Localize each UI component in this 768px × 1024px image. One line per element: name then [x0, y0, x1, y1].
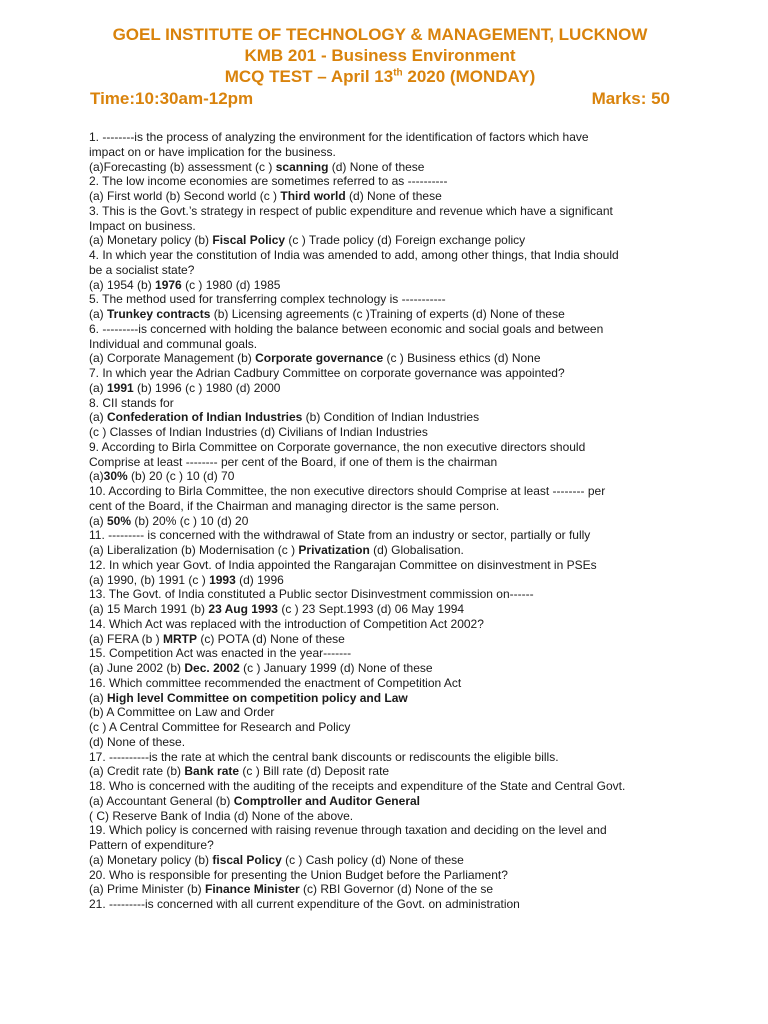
question-line [89, 322, 689, 337]
question-line [89, 750, 689, 765]
test-title-ordinal: th [393, 67, 403, 79]
line-text: (a) June 2002 (b) [89, 661, 185, 675]
line-text: cent of the Board, if the Chairman and managing director is the same person. [89, 498, 500, 513]
line-text: (a) [89, 307, 107, 321]
line-text: (c ) Bill rate (d) Deposit rate [239, 764, 390, 779]
line-text: 4. In which year the constitution of India was amended to add, among other things, that India should [89, 248, 619, 262]
line-text: (a) 1990, (b) 1991 (c ) [89, 572, 210, 587]
line-text: (b) 20% (c ) 10 (d) 20 [131, 513, 249, 528]
test-title-prefix: MCQ TEST – April 13 [224, 67, 394, 86]
line-text: (c ) Cash policy (d) None of these [281, 852, 464, 867]
line-text: (a) [89, 513, 107, 528]
line-text: impact on or have implication for the business. [89, 144, 336, 159]
line-text: 6. ---------is concerned with holding the balance between economic and social goals and between [89, 321, 604, 336]
line-text: (b) A Committee on Law and Order [89, 705, 275, 720]
line-text: ( C) Reserve Bank of India (d) None of the above. [89, 808, 354, 823]
answer-highlight: 50% [107, 513, 132, 528]
line-text: 17. ----------is the rate at which the central bank discounts or rediscounts the eligible bills. [89, 749, 559, 764]
line-text: (c ) 23 Sept.1993 (d) 06 May 1994 [277, 602, 465, 616]
answer-highlight: Privatization [298, 543, 370, 557]
question-line [89, 455, 689, 470]
answer-highlight: Trunkey contracts [107, 307, 211, 321]
question-line [89, 705, 689, 720]
line-text: Individual and communal goals. [89, 336, 258, 351]
line-text: (a) FERA (b ) [89, 631, 164, 646]
line-text: 1. --------is the process of analyzing the environment for the identification of factors which have [89, 130, 589, 144]
line-text: (a) [89, 380, 107, 395]
answer-highlight: 30% [103, 469, 128, 484]
line-text: (a) [89, 469, 104, 484]
line-text: 11. --------- is concerned with the withdrawal of State from an industry or sector, partially or fully [89, 528, 591, 543]
answer-highlight: Confederation of Indian Industries [107, 410, 303, 425]
question-list [89, 130, 689, 912]
question-line [89, 189, 689, 204]
line-text: 3. This is the Govt.’s strategy in respect of public expenditure and revenue which have a significant [89, 203, 613, 218]
question-line [89, 514, 689, 529]
answer-highlight: scanning [275, 159, 329, 174]
answer-highlight: MRTP [163, 631, 198, 646]
line-text: (a) Liberalization (b) Modernisation (c ) [89, 543, 299, 557]
question-line [89, 307, 689, 322]
question-line [89, 278, 689, 293]
test-title-suffix: 2020 (MONDAY) [402, 67, 536, 86]
line-text: (a) [89, 690, 107, 705]
line-text: (b) 1996 (c ) 1980 (d) 2000 [133, 380, 281, 395]
exam-marks: Marks: 50 [591, 89, 670, 108]
line-text: be a socialist state? [89, 262, 195, 277]
document-header [90, 24, 670, 110]
line-text: (c) POTA (d) None of these [197, 631, 345, 646]
question-line [89, 646, 689, 661]
answer-highlight: Finance Minister [205, 882, 300, 897]
question-line [89, 263, 689, 278]
question-line [89, 779, 689, 794]
line-text: (a) [89, 410, 107, 425]
time-marks-row [90, 88, 670, 110]
question-line [89, 543, 689, 558]
line-text: 20. Who is responsible for presenting the Union Budget before the Parliament? [89, 867, 508, 882]
question-line [89, 440, 689, 455]
line-text: (a)Forecasting (b) assessment (c ) [89, 159, 276, 174]
line-text: (d) None of these. [89, 734, 186, 749]
question-line [89, 233, 689, 248]
question-line [89, 691, 689, 706]
question-line [89, 499, 689, 514]
question-line [89, 809, 689, 824]
line-text: 21. ---------is concerned with all current expenditure of the Govt. on administration [89, 897, 520, 911]
line-text: Impact on business. [89, 218, 196, 233]
line-text: (b) Licensing agreements (c )Training of experts (d) None of these [210, 307, 565, 321]
question-line [89, 160, 689, 175]
answer-highlight: 1993 [209, 572, 236, 587]
question-line [89, 632, 689, 647]
line-text: 16. Which committee recommended the enactment of Competition Act [89, 675, 462, 690]
line-text: 10. According to Birla Committee, the non executive directors should Comprise at least -------- per [89, 484, 606, 498]
line-text: (a) Prime Minister (b) [89, 882, 206, 897]
line-text: (a) Monetary policy (b) [89, 233, 213, 248]
question-line [89, 204, 689, 219]
line-text: (c) RBI Governor (d) None of the se [299, 882, 494, 897]
line-text: (a) Accountant General (b) [89, 793, 234, 808]
question-line [89, 469, 689, 484]
line-text: (c ) 1980 (d) 1985 [181, 277, 281, 292]
question-line [89, 853, 689, 868]
line-text: Pattern of expenditure? [89, 838, 214, 852]
question-line [89, 366, 689, 381]
question-line [89, 396, 689, 411]
line-text: (a) First world (b) Second world (c ) [89, 189, 281, 203]
question-line [89, 248, 689, 263]
question-line [89, 720, 689, 735]
line-text: (c ) Trade policy (d) Foreign exchange policy [285, 233, 526, 248]
line-text: (d) None of these [328, 159, 425, 174]
answer-highlight: High level Committee on competition policy and Law [107, 690, 408, 705]
line-text: 19. Which policy is concerned with raising revenue through taxation and deciding on the level and [89, 823, 607, 838]
answer-highlight: Dec. 2002 [184, 661, 240, 675]
answer-highlight: Third world [280, 189, 346, 203]
line-text: 14. Which Act was replaced with the introduction of Competition Act 2002? [89, 616, 484, 631]
line-text: (b) 20 (c ) 10 (d) 70 [127, 469, 235, 484]
question-line [89, 838, 689, 853]
question-line [89, 292, 689, 307]
question-line [89, 174, 689, 189]
exam-time: Time:10:30am-12pm [90, 89, 254, 108]
line-text: 15. Competition Act was enacted in the year------- [89, 646, 352, 661]
question-line [89, 381, 689, 396]
answer-highlight: fiscal Policy [212, 852, 282, 867]
line-text: 5. The method used for transferring complex technology is ----------- [89, 292, 446, 307]
test-title [90, 66, 670, 87]
answer-highlight: 23 Aug 1993 [208, 602, 278, 616]
line-text: (d) Globalisation. [369, 543, 464, 557]
answer-highlight: Comptroller and Auditor General [233, 793, 420, 808]
line-text: (b) Condition of Indian Industries [302, 410, 480, 425]
question-line [89, 351, 689, 366]
question-line [89, 219, 689, 234]
answer-highlight: 1976 [155, 277, 182, 292]
line-text: 18. Who is concerned with the auditing of the receipts and expenditure of the State and Central Govt. [89, 779, 626, 793]
question-line [89, 130, 689, 145]
question-line [89, 587, 689, 602]
line-text: 9. According to Birla Committee on Corporate governance, the non executive directors should [89, 439, 586, 454]
line-text: (d) None of these [345, 189, 442, 203]
line-text: 2. The low income economies are sometimes referred to as ---------- [89, 174, 448, 189]
question-line [89, 602, 689, 617]
line-text: 7. In which year the Adrian Cadbury Committee on corporate governance was appointed? [89, 366, 565, 380]
question-line [89, 735, 689, 750]
course-title: KMB 201 - Business Environment [244, 46, 516, 65]
question-line [89, 337, 689, 352]
line-text: (a) Credit rate (b) [89, 764, 185, 779]
line-text: 12. In which year Govt. of India appointed the Rangarajan Committee on disinvestment in PSEs [89, 557, 597, 572]
question-line [89, 528, 689, 543]
line-text: (c ) Classes of Indian Industries (d) Civilians of Indian Industries [89, 425, 428, 439]
question-line [89, 897, 689, 912]
question-line [89, 868, 689, 883]
line-text: (a) Monetary policy (b) [89, 852, 213, 867]
line-text: (a) Corporate Management (b) [89, 351, 256, 366]
question-line [89, 410, 689, 425]
line-text: (c ) Business ethics (d) None [383, 351, 541, 366]
answer-highlight: Fiscal Policy [212, 233, 286, 248]
question-line [89, 676, 689, 691]
question-line [89, 145, 689, 160]
answer-highlight: Corporate governance [255, 351, 384, 366]
institute-title: GOEL INSTITUTE OF TECHNOLOGY & MANAGEMENT, LUCKNOW [112, 25, 648, 44]
question-line [89, 573, 689, 588]
line-text: Comprise at least -------- per cent of the Board, if one of them is the chairman [89, 454, 498, 469]
line-text: (c ) A Central Committee for Research and Policy [89, 720, 351, 734]
question-line [89, 764, 689, 779]
line-text: (a) 1954 (b) [89, 277, 156, 292]
question-line [89, 794, 689, 809]
question-line [89, 661, 689, 676]
question-line [89, 823, 689, 838]
question-line [89, 617, 689, 632]
line-text: 13. The Govt. of India constituted a Public sector Disinvestment commission on------ [89, 587, 534, 602]
line-text: 8. CII stands for [89, 395, 174, 410]
line-text: (c ) January 1999 (d) None of these [239, 661, 433, 675]
line-text: (a) 15 March 1991 (b) [89, 602, 209, 616]
question-line [89, 558, 689, 573]
answer-highlight: Bank rate [184, 764, 240, 779]
line-text: (d) 1996 [235, 572, 284, 587]
question-line [89, 425, 689, 440]
answer-highlight: 1991 [107, 380, 134, 395]
question-line [89, 484, 689, 499]
question-line [89, 882, 689, 897]
